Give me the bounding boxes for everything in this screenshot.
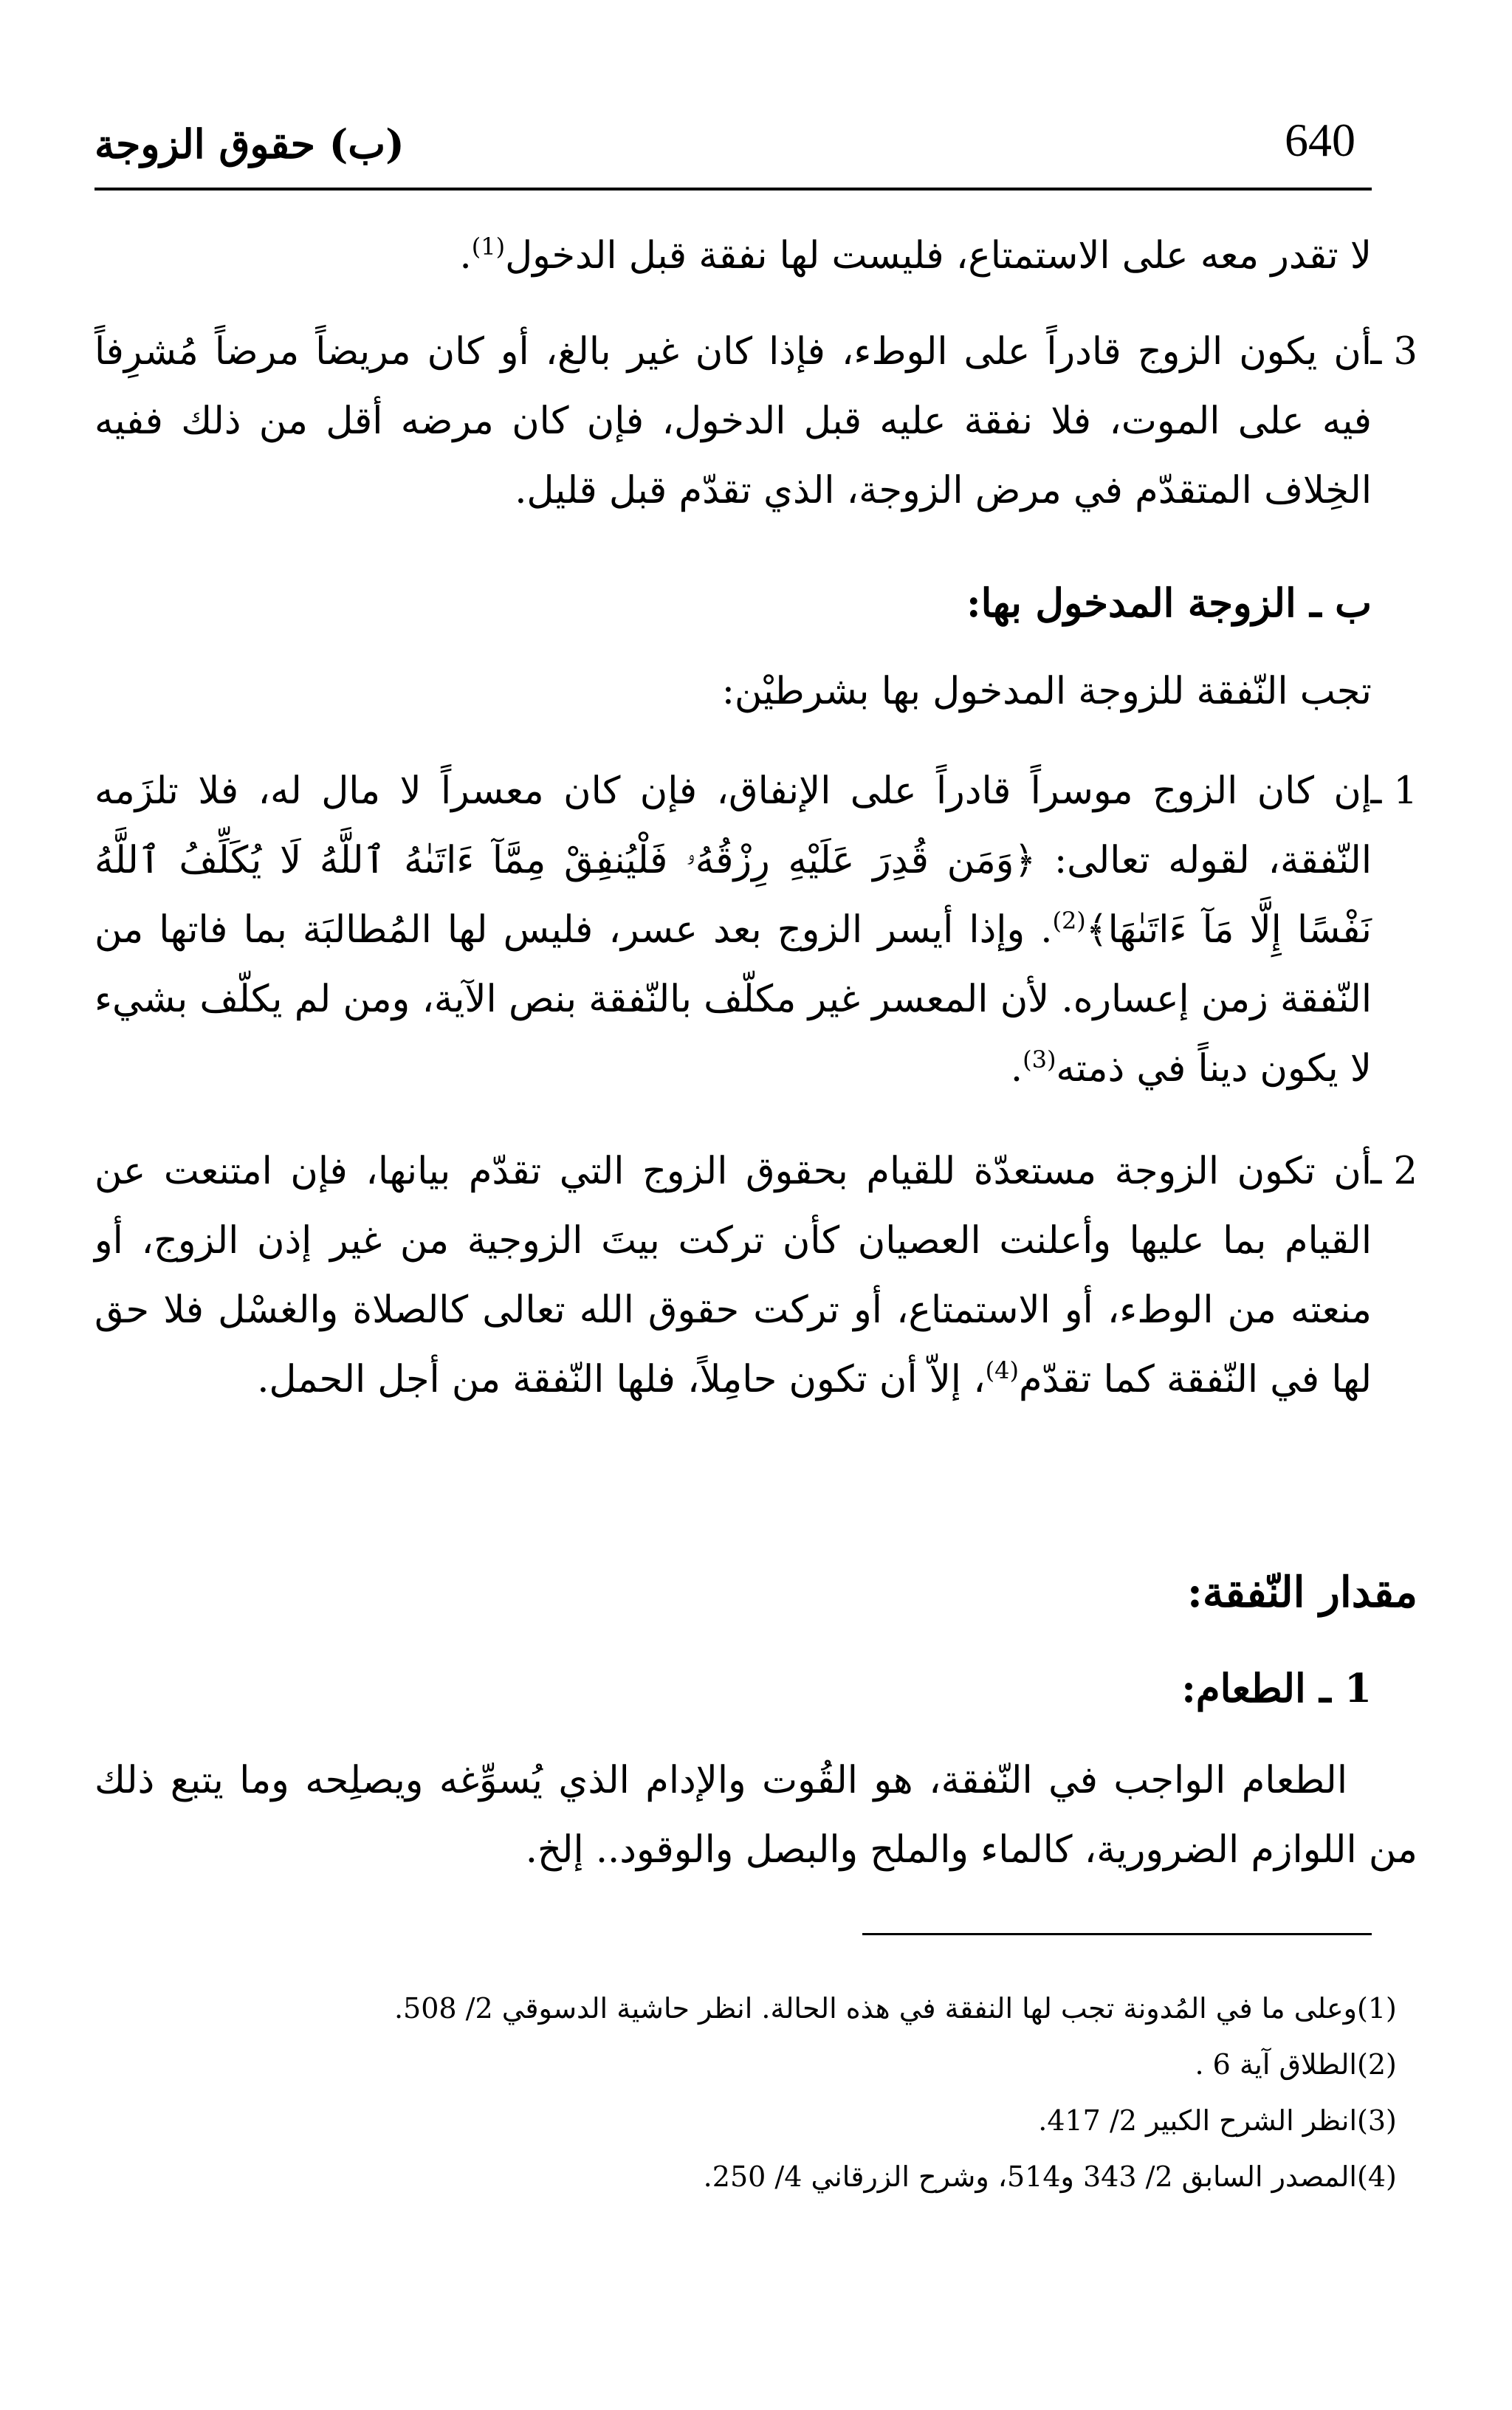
list-index: 3 ـ <box>1370 330 1418 374</box>
paragraph-text: لا تقدر معه على الاستمتاع، فليست لها نفقة قبل الدخول <box>505 234 1372 278</box>
list-item-1 <box>94 757 1372 1104</box>
footnote-number: (3) <box>1357 2104 1397 2137</box>
footnote-ref: (2) <box>1052 907 1086 935</box>
footnote <box>394 1986 1418 2030</box>
list-item-text: إن كان الزوج موسراً قادراً على الإنفاق، فإن كان معسراً لا مال له، فلا تلزَمه النّفقة، لقوله تعالى: <box>94 769 1372 882</box>
list-item-tail: . <box>1010 1047 1023 1091</box>
list-item-text: . وإذا أيسر الزوج بعد عسر، فليس لها المُطالبَة بما فاتها من النّفقة زمن إعساره. لأن المعسر غير مكلّف بالنّفقة بنص الآية، ومن لم يكلّف بشيء لا يكون ديناً في ذمته <box>94 908 1372 1091</box>
header-rule <box>94 188 1372 190</box>
footnote <box>1195 2042 1418 2087</box>
list-index: 2 ـ <box>1370 1150 1418 1193</box>
section-heading-amount: مقدار النّفقة: <box>1186 1568 1418 1617</box>
footnote-number: (1) <box>1357 1992 1397 2025</box>
quran-quote: ﴿وَمَن قُدِرَ عَلَيْهِ رِزْقُهُۥ فَلْيُنفِقْ مِمَّآ ءَاتَىٰهُ ٱللَّهُ لَا يُكَلِّفُ ٱللَّهُ نَفْسًا إِلَّا مَآ ءَاتَىٰهَا﴾ <box>94 839 1372 952</box>
footnote-ref: (3) <box>1023 1046 1056 1074</box>
page-number: 640 <box>1285 114 1355 166</box>
list-item-3: أن يكون الزوج قادراً على الوطء، فإذا كان غير بالغ، أو كان مريضاً مرضاً مُشرِفاً فيه على الموت، فلا نفقة عليه قبل الدخول، فإن كان مرضه أقل من ذلك ففيه الخِلاف المتقدّم في مرض الزوجة، الذي تقدّم قبل قليل. <box>94 330 1372 512</box>
paragraph-conditions-intro: تجب النّفقة للزوجة المدخول بها بشرطيْن: <box>721 670 1372 713</box>
list-item-2 <box>94 1137 1372 1484</box>
paragraph-continuation <box>413 222 1372 291</box>
paragraph-food: الطعام الواجب في النّفقة، هو القُوت والإدام الذي يُسوِّغه ويصلِحه وما يتبع ذلك من اللوازم الضرورية، كالماء والملح والبصل والوقود.. إلخ. <box>94 1759 1418 1872</box>
footnote-rule <box>862 1933 1372 1935</box>
list-item-text: ، إلاّ أن تكون حامِلاً، فلها النّفقة من أجل الحمل. <box>257 1358 986 1401</box>
footnote-text: المصدر السابق 2/ 343 و514، وشرح الزرقاني 4/ 250. <box>703 2160 1357 2193</box>
footnote-text: انظر الشرح الكبير 2/ 417. <box>1038 2104 1357 2137</box>
running-title: (ب) حقوق الزوجة <box>94 120 405 168</box>
paragraph-tail: . <box>459 234 472 278</box>
footnote-text: وعلى ما في المُدونة تجب لها النفقة في هذه الحالة. انظر حاشية الدسوقي 2/ 508. <box>394 1992 1357 2025</box>
footnote-ref: (1) <box>471 233 506 261</box>
footnote-ref: (4) <box>985 1356 1019 1384</box>
list-item-text: أن تكون الزوجة مستعدّة للقيام بحقوق الزوج التي تقدّم بيانها، فإن امتنعت عن القيام بما عليها وأعلنت العصيان كأن تركت بيتَ الزوجية من غير إذن الزوج، أو منعته من الوطء، أو الاستمتاع، أو تركت حقوق الله تعالى كالصلاة والغسْل فلا حق لها في النّفقة كما تقدّم <box>94 1150 1372 1401</box>
footnote <box>704 2155 1418 2199</box>
footnote-number: (2) <box>1357 2048 1397 2081</box>
subheading-consummated-wife: ب ـ الزوجة المدخول بها: <box>966 580 1372 626</box>
subsection-food: 1 ـ الطعام: <box>1181 1666 1372 1712</box>
footnote <box>1038 2098 1418 2143</box>
footnote-text: الطلاق آية 6 . <box>1195 2048 1357 2081</box>
list-index: 1 ـ <box>1370 769 1418 813</box>
footnote-number: (4) <box>1357 2160 1397 2193</box>
